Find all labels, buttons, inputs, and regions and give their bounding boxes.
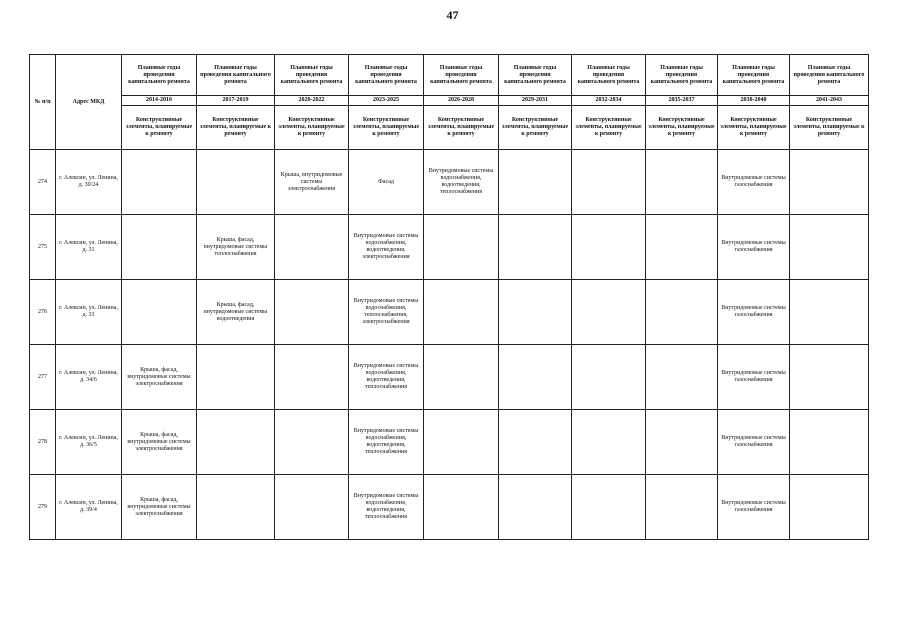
period-title: Плановые годы проведения капитального ремонта: [424, 55, 499, 96]
row-cell: [197, 150, 275, 215]
row-cell: [499, 280, 572, 345]
row-cell: [790, 345, 869, 410]
row-cell: [424, 345, 499, 410]
header-years-row: [30, 96, 869, 106]
period-title: Плановые годы проведения капитального ремонта: [122, 55, 197, 96]
row-cell: [572, 150, 646, 215]
period-title: Плановые годы проведения капитального ремонта: [646, 55, 718, 96]
row-cell: [275, 215, 349, 280]
row-cell: [275, 475, 349, 540]
row-cell: [572, 215, 646, 280]
row-number: 275: [30, 215, 56, 280]
row-cell: [499, 150, 572, 215]
row-address: г. Алексин, ул. Ленина, д. 36/5: [56, 410, 122, 475]
row-cell: Крыша, фасад, внутридомовые системы электроснабжения: [122, 410, 197, 475]
page-number: 47: [446, 8, 459, 22]
row-cell: [572, 280, 646, 345]
row-cell: [790, 410, 869, 475]
row-cell: Внутридомовые системы газоснабжения: [718, 475, 790, 540]
row-cell: [499, 215, 572, 280]
period-title: Плановые годы проведения капитального ремонта: [572, 55, 646, 96]
row-cell: [275, 280, 349, 345]
num-header: № п/п: [30, 55, 56, 150]
row-cell: [122, 280, 197, 345]
address-header: Адрес МКД: [56, 55, 122, 150]
period-years: 2029-2031: [499, 96, 572, 106]
period-years: 2023-2025: [349, 96, 424, 106]
row-address: г. Алексин, ул. Ленина, д. 39/4: [56, 475, 122, 540]
row-cell: [122, 150, 197, 215]
period-years: 2014-2016: [122, 96, 197, 106]
elements-header: Конструктивные элементы, планируемые к ремонту: [790, 106, 869, 150]
elements-header: Конструктивные элементы, планируемые к ремонту: [572, 106, 646, 150]
table-row: [30, 280, 869, 345]
period-years: 2026-2028: [424, 96, 499, 106]
elements-header: Конструктивные элементы, планируемые к ремонту: [349, 106, 424, 150]
period-years: 2035-2037: [646, 96, 718, 106]
row-number: 276: [30, 280, 56, 345]
row-cell: Внутридомовые системы водоснабжения, водоотведения, теплоснабжения: [424, 150, 499, 215]
header-elements-row: [30, 106, 869, 150]
period-title: Плановые годы проведения капитального ремонта: [718, 55, 790, 96]
row-cell: Внутридомовые системы газоснабжения: [718, 345, 790, 410]
period-years: 2041-2043: [790, 96, 869, 106]
row-cell: [499, 345, 572, 410]
period-title: Плановые годы проведения капитального ремонта: [197, 55, 275, 96]
row-cell: [790, 150, 869, 215]
row-cell: [790, 475, 869, 540]
table-row: [30, 410, 869, 475]
table-row: [30, 345, 869, 410]
row-cell: [424, 410, 499, 475]
row-cell: Крыша, фасад, внутридомовые системы электроснабжения: [122, 345, 197, 410]
period-years: 2017-2019: [197, 96, 275, 106]
row-cell: [790, 215, 869, 280]
row-address: г. Алексин, ул. Ленина, д. 34/6: [56, 345, 122, 410]
elements-header: Конструктивные элементы, планируемые к ремонту: [718, 106, 790, 150]
row-cell: Внутридомовые системы газоснабжения: [718, 215, 790, 280]
row-cell: Крыша, внутридомовые системы электроснабжения: [275, 150, 349, 215]
row-cell: [197, 475, 275, 540]
row-cell: [646, 475, 718, 540]
capital-repair-plan-table: [29, 54, 869, 540]
row-cell: Внутридомовые системы газоснабжения: [718, 150, 790, 215]
header-title-row: [30, 55, 869, 96]
row-cell: [424, 475, 499, 540]
elements-header: Конструктивные элементы, планируемые к ремонту: [424, 106, 499, 150]
row-cell: Внутридомовые системы газоснабжения: [718, 280, 790, 345]
row-cell: Внутридомовые системы водоснабжения, водоотведения, электроснабжения: [349, 215, 424, 280]
row-address: г. Алексин, ул. Ленина, д. 33: [56, 280, 122, 345]
row-cell: [646, 280, 718, 345]
row-cell: [646, 150, 718, 215]
row-cell: Крыша, фасад, внутридомовые системы теплоснабжения: [197, 215, 275, 280]
row-address: г. Алексин, ул. Ленина, д. 31: [56, 215, 122, 280]
row-cell: [197, 345, 275, 410]
elements-header: Конструктивные элементы, планируемые к ремонту: [646, 106, 718, 150]
row-number: 274: [30, 150, 56, 215]
elements-header: Конструктивные элементы, планируемые к ремонту: [499, 106, 572, 150]
row-address: г. Алексин, ул. Ленина, д. 30/24: [56, 150, 122, 215]
row-cell: Внутридомовые системы водоснабжения, теплоснабжения, электроснабжения: [349, 280, 424, 345]
row-cell: Крыша, фасад, внутридомовые системы электроснабжения: [122, 475, 197, 540]
period-years: 2020-2022: [275, 96, 349, 106]
row-cell: [572, 345, 646, 410]
row-cell: [646, 215, 718, 280]
period-title: Плановые годы проведения капитального ремонта: [349, 55, 424, 96]
row-cell: [646, 345, 718, 410]
row-cell: [275, 345, 349, 410]
period-years: 2038-2040: [718, 96, 790, 106]
row-cell: Внутридомовые системы водоснабжения, водоотведения, теплоснабжения: [349, 345, 424, 410]
elements-header: Конструктивные элементы, планируемые к ремонту: [197, 106, 275, 150]
row-cell: Фасад: [349, 150, 424, 215]
row-cell: [499, 410, 572, 475]
row-number: 279: [30, 475, 56, 540]
period-years: 2032-2034: [572, 96, 646, 106]
period-title: Плановые годы проведения капитального ремонта: [499, 55, 572, 96]
elements-header: Конструктивные элементы, планируемые к ремонту: [122, 106, 197, 150]
elements-header: Конструктивные элементы, планируемые к ремонту: [275, 106, 349, 150]
row-cell: [499, 475, 572, 540]
row-cell: [572, 410, 646, 475]
row-cell: Внутридомовые системы водоснабжения, водоотведения, теплоснабжения: [349, 475, 424, 540]
period-title: Плановые годы проведения капитального ремонта: [790, 55, 869, 96]
table-row: [30, 215, 869, 280]
row-number: 277: [30, 345, 56, 410]
row-cell: [197, 410, 275, 475]
row-cell: Крыша, фасад, внутридомовые системы водоотведения: [197, 280, 275, 345]
row-cell: [122, 215, 197, 280]
row-number: 278: [30, 410, 56, 475]
row-cell: [790, 280, 869, 345]
row-cell: [572, 475, 646, 540]
row-cell: [646, 410, 718, 475]
table-row: [30, 475, 869, 540]
row-cell: [275, 410, 349, 475]
row-cell: [424, 280, 499, 345]
table-row: [30, 150, 869, 215]
row-cell: Внутридомовые системы водоснабжения, водоотведения, теплоснабжения: [349, 410, 424, 475]
row-cell: Внутридомовые системы газоснабжения: [718, 410, 790, 475]
row-cell: [424, 215, 499, 280]
period-title: Плановые годы проведения капитального ремонта: [275, 55, 349, 96]
